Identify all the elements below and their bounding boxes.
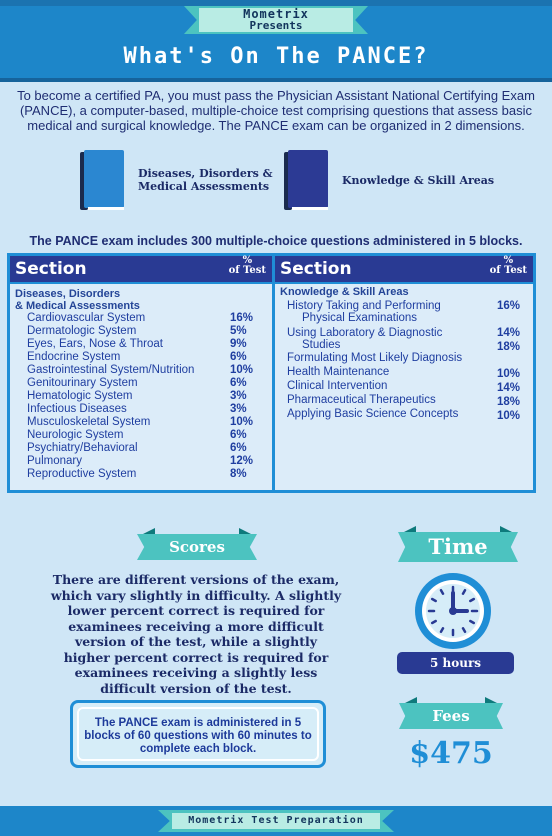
fees-title: Fees — [432, 707, 470, 725]
row-value: 6% — [230, 429, 247, 441]
table-row — [275, 352, 533, 366]
row-value: 8% — [230, 468, 247, 480]
header — [0, 0, 552, 82]
row-value: 6% — [230, 351, 247, 363]
row-name: Cardiovascular System — [27, 312, 146, 324]
table-row — [275, 366, 533, 380]
row-name: Using Laboratory & Diagnostic — [287, 327, 443, 339]
book-icon — [80, 150, 124, 210]
row-name: Genitourinary System — [27, 377, 138, 389]
title-underline — [0, 78, 552, 82]
row-name: Reproductive System — [27, 468, 137, 480]
row-value: 14% — [497, 327, 521, 339]
row-name: History Taking and Performing — [287, 300, 441, 312]
row-value: 10% — [230, 416, 254, 428]
table-row — [10, 455, 272, 468]
brand-presents: Presents — [249, 19, 303, 32]
table-row — [275, 327, 533, 352]
row-value: 10% — [497, 368, 521, 380]
table-row — [10, 390, 272, 403]
row-name: Eyes, Ears, Nose & Throat — [27, 338, 163, 350]
dimension-knowledge — [284, 150, 502, 210]
time-title: Time — [428, 534, 488, 559]
row-name: Clinical Intervention — [287, 380, 388, 392]
scores-ribbon — [137, 534, 257, 560]
clock-icon — [413, 571, 493, 651]
brand-banner-inner — [199, 8, 353, 32]
row-name: Neurologic System — [27, 429, 124, 441]
intro-text: To become a certified PA, you must pass the Physician Assistant National Certifying Exam (PANCE), a computer-based, multiple-choice test comprising questions that assess basic medical and surgical knowledge. The PANCE exam can be organized in 2 dimensions. — [17, 88, 535, 133]
table-row — [275, 408, 533, 422]
percent-heading: % of Test — [228, 255, 266, 276]
scores-title: Scores — [169, 538, 225, 556]
page-title: What's On The PANCE? — [123, 44, 429, 69]
row-name: Infectious Diseases — [27, 403, 127, 415]
fees-amount: $475 — [409, 736, 493, 771]
percent-heading: % of Test — [489, 255, 527, 276]
table-row — [275, 300, 533, 327]
table-row — [10, 416, 272, 429]
table-row — [10, 364, 272, 377]
row-value: 16% — [497, 300, 521, 312]
brand-banner — [184, 6, 368, 34]
dimension-label-diseases: Diseases, Disorders & Medical Assessments — [138, 167, 273, 193]
table-column-left — [10, 256, 272, 490]
content-table — [7, 253, 536, 493]
book-icon — [284, 150, 328, 210]
table-header-right — [275, 256, 533, 284]
row-name: Pharmaceutical Therapeutics — [287, 394, 436, 406]
table-row — [10, 338, 272, 351]
row-name-line2: Physical Examinations — [302, 312, 418, 324]
footer-banner — [158, 810, 394, 832]
row-value-2: 18% — [497, 341, 521, 353]
row-name: Psychiatry/Behavioral — [27, 442, 138, 454]
blocks-info-text: The PANCE exam is administered in 5 blocks of 60 questions with 60 minutes to complete each block. — [77, 707, 319, 761]
blocks-summary: The PANCE exam includes 300 multiple-choice questions administered in 5 blocks. — [29, 234, 523, 248]
time-value: 5 hours — [397, 652, 514, 674]
table-header-left — [10, 256, 272, 284]
table-row — [10, 403, 272, 416]
group-heading: Diseases, Disorders — [15, 288, 121, 300]
row-value: 5% — [230, 325, 247, 337]
row-value: 16% — [230, 312, 254, 324]
section-heading: Section — [15, 259, 87, 279]
fees-ribbon — [399, 703, 503, 729]
row-name: Pulmonary — [27, 455, 82, 467]
row-value: 10% — [230, 364, 254, 376]
row-name: Formulating Most Likely Diagnosis — [287, 352, 463, 364]
row-value: 10% — [497, 410, 521, 422]
table-row — [10, 429, 272, 442]
table-row — [275, 380, 533, 394]
table-column-right — [275, 256, 533, 490]
row-name: Musculoskeletal System — [27, 416, 151, 428]
table-row — [275, 394, 533, 408]
row-name: Dermatologic System — [27, 325, 137, 337]
row-value: 3% — [230, 403, 247, 415]
table-row — [10, 468, 272, 481]
dimension-label-knowledge: Knowledge & Skill Areas — [342, 173, 495, 187]
footer — [0, 806, 552, 836]
scores-text: There are different versions of the exam, which vary slightly in difficulty. A slightly lower percent correct is required for examinees receiving a more difficult version of the test, while a slightly higher percent correct is required for examinees receiving a slightly less difficult version of the test. — [50, 572, 342, 696]
table-row — [10, 312, 272, 325]
row-name: Gastrointestinal System/Nutrition — [27, 364, 195, 376]
table-row — [10, 377, 272, 390]
row-value: 12% — [230, 455, 254, 467]
table-row — [10, 442, 272, 455]
row-value: 6% — [230, 377, 247, 389]
time-ribbon — [398, 532, 518, 562]
row-value: 3% — [230, 390, 247, 402]
table-row — [10, 325, 272, 338]
blocks-info-box — [70, 700, 326, 768]
row-name: Endocrine System — [27, 351, 121, 363]
row-name-line2: Studies — [302, 339, 341, 351]
footer-text: Mometrix Test Preparation — [172, 813, 380, 829]
row-name: Applying Basic Science Concepts — [287, 408, 459, 420]
row-value: 9% — [230, 338, 247, 350]
row-value: 18% — [497, 396, 521, 408]
group-heading-2: & Medical Assessments — [15, 300, 140, 312]
row-value: 6% — [230, 442, 247, 454]
dimension-diseases — [80, 150, 278, 210]
section-heading: Section — [280, 259, 352, 279]
table-row — [10, 351, 272, 364]
row-name: Health Maintenance — [287, 366, 390, 378]
row-value: 14% — [497, 382, 521, 394]
group-heading: Knowledge & Skill Areas — [280, 286, 409, 298]
row-name: Hematologic System — [27, 390, 133, 402]
brand-name: Mometrix — [243, 7, 309, 21]
